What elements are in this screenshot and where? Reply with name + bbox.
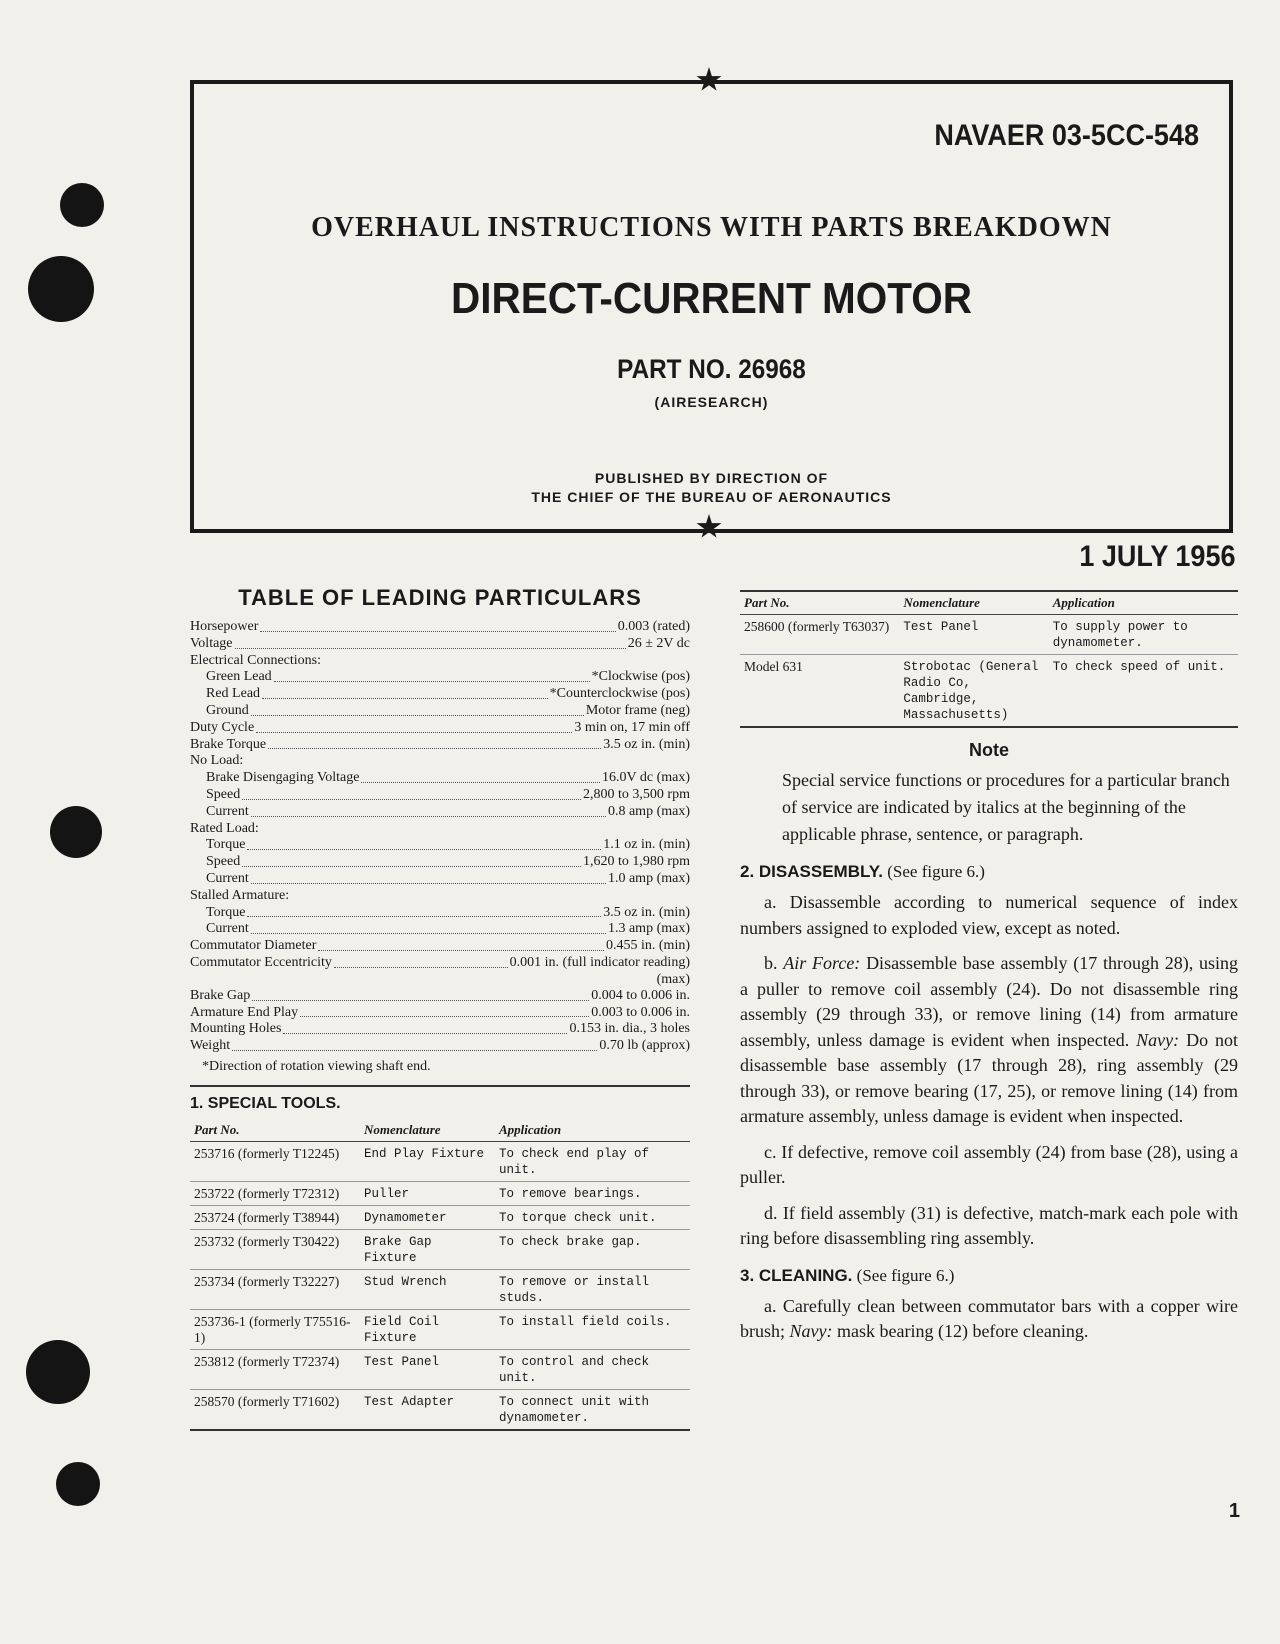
particular-row xyxy=(190,888,690,905)
particular-row xyxy=(190,753,690,770)
table-row xyxy=(190,1309,690,1349)
particular-label: Torque xyxy=(206,837,246,853)
particular-row xyxy=(190,703,690,720)
particular-row xyxy=(190,837,690,854)
binder-hole xyxy=(26,1340,90,1404)
table-row xyxy=(190,1229,690,1269)
particular-value: 1.0 amp (max) xyxy=(607,870,690,886)
leader-dots xyxy=(235,648,626,649)
particular-label: Current xyxy=(206,870,249,886)
col-nomenclature: Nomenclature xyxy=(899,592,1048,615)
disassembly-b: b. Air Force: Disassemble base assembly (17 through 28), using a puller to remove coil assembly (24). Do not disassemble ring assembly (29 through 33), or remove lining (14) from armature assembly, unless damage is evident when inspected. Navy: Do not disassemble base assembly (17 through 28), ring assembly (29 through 33), or remove bearing (17, 25), or remove lining (14) from armature assembly, unless damage is evident when inspected. xyxy=(740,953,1238,1126)
cell-application: To check speed of unit. xyxy=(1049,655,1238,728)
cell-application: To torque check unit. xyxy=(495,1205,690,1229)
table-row xyxy=(740,615,1238,655)
binder-hole xyxy=(56,1462,100,1506)
particular-continuation: (max) xyxy=(656,971,690,987)
particular-value: 1,620 to 1,980 rpm xyxy=(583,854,690,870)
particular-label: Red Lead xyxy=(206,686,261,702)
cell-part-no: 253716 (formerly T12245) xyxy=(190,1141,360,1181)
disassembly-heading: 2. DISASSEMBLY. (See figure 6.) xyxy=(740,862,985,881)
cell-application: To control and check unit. xyxy=(495,1349,690,1389)
leader-dots xyxy=(251,883,606,884)
star-icon xyxy=(696,514,722,540)
publication-date: 1 JULY 1956 xyxy=(1078,540,1235,573)
binder-hole xyxy=(28,256,94,322)
left-column xyxy=(190,585,690,1431)
particular-label: Armature End Play xyxy=(190,1004,299,1020)
particular-row xyxy=(190,871,690,888)
cell-application: To check brake gap. xyxy=(495,1229,690,1269)
particular-row xyxy=(190,854,690,871)
particular-row xyxy=(190,636,690,653)
leader-dots xyxy=(334,967,508,968)
particular-value: 0.70 lb (approx) xyxy=(599,1038,690,1054)
particular-row xyxy=(190,955,690,972)
particular-row xyxy=(190,737,690,754)
col-part-no: Part No. xyxy=(190,1119,360,1142)
particular-row xyxy=(190,787,690,804)
leader-dots xyxy=(252,1000,589,1001)
particular-label: Current xyxy=(206,921,249,937)
particular-label: Ground xyxy=(206,702,249,718)
particular-row xyxy=(190,720,690,737)
cell-nomenclature: Test Adapter xyxy=(360,1389,495,1430)
particular-label: Speed xyxy=(206,854,241,870)
overhaul-title: OVERHAUL INSTRUCTIONS WITH PARTS BREAKDOWN xyxy=(311,212,1112,243)
table-row xyxy=(190,1141,690,1181)
cell-nomenclature: Test Panel xyxy=(899,615,1048,655)
document-number: NAVAER 03-5CC-548 xyxy=(934,119,1199,152)
particular-label: Duty Cycle xyxy=(190,719,255,735)
part-number: PART NO. 26968 xyxy=(617,354,806,384)
particular-value: *Counterclockwise (pos) xyxy=(549,686,690,702)
particular-label: Brake Torque xyxy=(190,736,267,752)
leader-dots xyxy=(251,816,606,817)
particular-label: Speed xyxy=(206,786,241,802)
particular-value: 3 min on, 17 min off xyxy=(574,719,690,735)
particular-value: 0.004 to 0.006 in. xyxy=(591,987,690,1003)
cell-nomenclature: End Play Fixture xyxy=(360,1141,495,1181)
col-nomenclature: Nomenclature xyxy=(360,1119,495,1142)
cell-nomenclature: Puller xyxy=(360,1181,495,1205)
particular-label: Voltage xyxy=(190,635,233,651)
particulars-footnote: *Direction of rotation viewing shaft end. xyxy=(202,1058,431,1074)
col-application: Application xyxy=(495,1119,690,1142)
table-row xyxy=(190,1269,690,1309)
particular-value: 3.5 oz in. (min) xyxy=(603,736,690,752)
right-column xyxy=(740,590,1238,1355)
manufacturer: (AIRESEARCH) xyxy=(654,394,769,410)
table-row xyxy=(740,655,1238,728)
cell-part-no: 253736-1 (formerly T75516-1) xyxy=(190,1309,360,1349)
particular-row xyxy=(190,1038,690,1055)
particular-row xyxy=(190,821,690,838)
particular-row xyxy=(190,804,690,821)
particular-row xyxy=(190,770,690,787)
particular-label: Stalled Armature: xyxy=(190,887,290,903)
particular-value: *Clockwise (pos) xyxy=(591,669,690,685)
cell-nomenclature: Brake Gap Fixture xyxy=(360,1229,495,1269)
cell-part-no: 253732 (formerly T30422) xyxy=(190,1229,360,1269)
leader-dots xyxy=(300,1016,589,1017)
particular-label: Weight xyxy=(190,1038,231,1054)
leader-dots xyxy=(318,950,604,951)
leader-dots xyxy=(251,715,584,716)
cell-application: To remove or install studs. xyxy=(495,1269,690,1309)
leader-dots xyxy=(256,732,572,733)
leader-dots xyxy=(242,799,581,800)
particular-row xyxy=(190,1005,690,1022)
cell-part-no: 258600 (formerly T63037) xyxy=(740,615,899,655)
cell-nomenclature: Dynamometer xyxy=(360,1205,495,1229)
cell-application: To connect unit with dynamometer. xyxy=(495,1389,690,1430)
leader-dots xyxy=(247,849,601,850)
leader-dots xyxy=(232,1050,597,1051)
particular-row xyxy=(190,619,690,636)
table-row xyxy=(190,1349,690,1389)
cell-application: To remove bearings. xyxy=(495,1181,690,1205)
cell-part-no: 253724 (formerly T38944) xyxy=(190,1205,360,1229)
disassembly-a: a. Disassemble according to numerical sequence of index numbers assigned to exploded view, except as noted. xyxy=(740,892,1238,938)
binder-hole xyxy=(60,183,104,227)
binder-hole xyxy=(50,806,102,858)
particular-label: Horsepower xyxy=(190,619,259,634)
title-box xyxy=(190,80,1233,533)
cell-application: To supply power to dynamometer. xyxy=(1049,615,1238,655)
col-part-no: Part No. xyxy=(740,592,899,615)
cell-part-no: 253734 (formerly T32227) xyxy=(190,1269,360,1309)
particular-row xyxy=(190,905,690,922)
cleaning-heading: 3. CLEANING. (See figure 6.) xyxy=(740,1265,955,1285)
table-row xyxy=(190,1205,690,1229)
particular-value: 3.5 oz in. (min) xyxy=(603,904,690,920)
leader-dots xyxy=(283,1033,567,1034)
star-icon xyxy=(696,67,722,93)
cell-part-no: 258570 (formerly T71602) xyxy=(190,1389,360,1430)
particular-value: 0.003 to 0.006 in. xyxy=(591,1004,690,1020)
particulars-list xyxy=(190,619,690,1055)
cleaning-a: a. Carefully clean between commutator bars with a copper wire brush; Navy: mask bearing (12) before cleaning. xyxy=(740,1295,1238,1341)
cell-part-no: 253812 (formerly T72374) xyxy=(190,1349,360,1389)
divider xyxy=(190,1085,690,1087)
note-text: Special service functions or procedures for a particular branch of service are indicated by italics at the beginning of the applicable phrase, sentence, or paragraph. xyxy=(782,770,1230,844)
particular-label: Brake Disengaging Voltage xyxy=(206,770,360,786)
leader-dots xyxy=(260,631,615,632)
particular-label: Current xyxy=(206,803,249,819)
disassembly-c: c. If defective, remove coil assembly (24) from base (28), using a puller. xyxy=(740,1141,1238,1187)
leader-dots xyxy=(242,866,581,867)
particular-value: 1.3 amp (max) xyxy=(607,921,690,937)
special-tools-heading: 1. SPECIAL TOOLS. xyxy=(190,1094,341,1112)
particular-value: 0.153 in. dia., 3 holes xyxy=(569,1021,690,1037)
cell-nomenclature: Test Panel xyxy=(360,1349,495,1389)
particular-value: 0.455 in. (min) xyxy=(606,938,690,954)
particular-value: Motor frame (neg) xyxy=(585,702,690,718)
particular-row xyxy=(190,686,690,703)
particular-label: Commutator Diameter xyxy=(190,938,317,954)
particular-label: Commutator Eccentricity xyxy=(190,954,332,970)
table-row xyxy=(190,1389,690,1430)
particular-value: 0.001 in. (full indicator reading) xyxy=(509,954,690,970)
published-by: PUBLISHED BY DIRECTION OF THE CHIEF OF THE BUREAU OF AERONAUTICS xyxy=(531,470,892,505)
particular-value: 26 ± 2V dc xyxy=(627,635,690,651)
disassembly-d: d. If field assembly (31) is defective, match-mark each pole with ring before disassembling ring assembly. xyxy=(740,1202,1238,1248)
page-number: 1 xyxy=(1228,1500,1240,1522)
particular-value: 2,800 to 3,500 rpm xyxy=(583,786,690,802)
particular-label: Electrical Connections: xyxy=(190,652,322,668)
col-application: Application xyxy=(1049,592,1238,615)
particular-label: Green Lead xyxy=(206,669,272,685)
cell-part-no: Model 631 xyxy=(740,655,899,728)
leader-dots xyxy=(262,698,548,699)
particular-row xyxy=(190,938,690,955)
note-block xyxy=(740,740,1238,848)
particular-row xyxy=(190,653,690,670)
table-row xyxy=(190,1181,690,1205)
particular-value: 16.0V dc (max) xyxy=(602,770,690,786)
leader-dots xyxy=(247,916,601,917)
note-title: Note xyxy=(969,740,1009,760)
special-tools-table xyxy=(190,1119,690,1431)
particular-label: Mounting Holes xyxy=(190,1021,282,1037)
particular-value: 0.003 (rated) xyxy=(617,619,690,634)
leader-dots xyxy=(268,748,601,749)
leader-dots xyxy=(361,782,600,783)
particular-label: Rated Load: xyxy=(190,820,259,836)
particular-row xyxy=(190,988,690,1005)
particular-row xyxy=(190,669,690,686)
cell-nomenclature: Strobotac (General Radio Co, Cambridge, Massachusetts) xyxy=(899,655,1048,728)
tools-continued-table xyxy=(740,592,1238,728)
cell-nomenclature: Field Coil Fixture xyxy=(360,1309,495,1349)
leader-dots xyxy=(274,681,590,682)
particular-label: Torque xyxy=(206,904,246,920)
cell-nomenclature: Stud Wrench xyxy=(360,1269,495,1309)
particulars-title: TABLE OF LEADING PARTICULARS xyxy=(238,585,642,610)
particular-value: 0.8 amp (max) xyxy=(607,803,690,819)
particular-label: Brake Gap xyxy=(190,987,251,1003)
cell-part-no: 253722 (formerly T72312) xyxy=(190,1181,360,1205)
cell-application: To install field coils. xyxy=(495,1309,690,1349)
particular-row xyxy=(190,921,690,938)
particular-label: No Load: xyxy=(190,753,244,769)
leader-dots xyxy=(251,933,606,934)
main-title: DIRECT-CURRENT MOTOR xyxy=(450,274,972,323)
cell-application: To check end play of unit. xyxy=(495,1141,690,1181)
particular-value: 1.1 oz in. (min) xyxy=(603,837,690,853)
particular-row xyxy=(190,1021,690,1038)
